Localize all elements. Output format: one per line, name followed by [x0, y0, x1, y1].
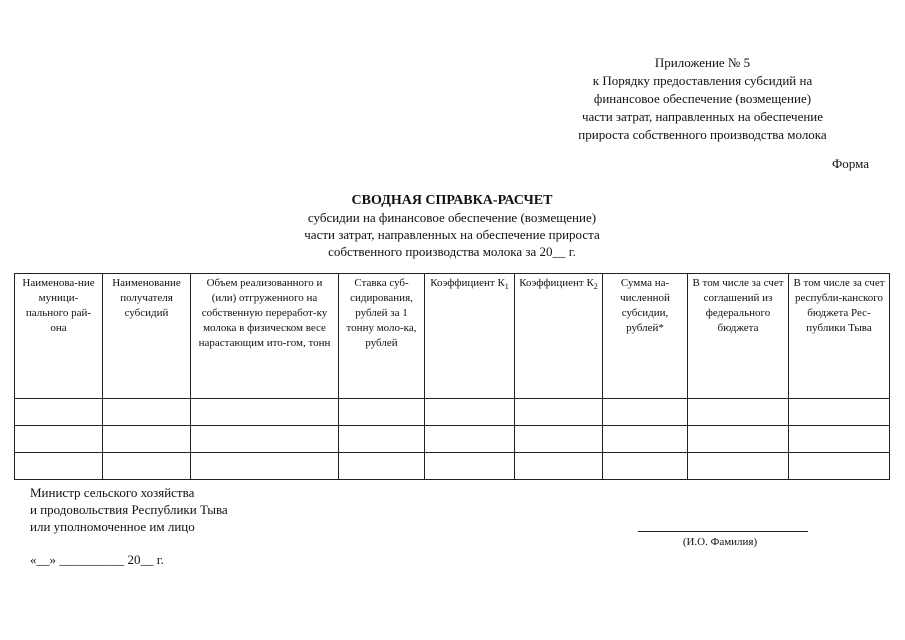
signer-line: Министр сельского хозяйства	[30, 485, 195, 500]
main-title: СВОДНАЯ СПРАВКА-РАСЧЕТ	[351, 193, 553, 208]
table-cell[interactable]	[789, 453, 890, 480]
header-recipient-name: Наименование получателя субсидий	[103, 274, 191, 399]
table-row	[15, 426, 890, 453]
header-coefficient-k1	[425, 274, 515, 399]
table-cell[interactable]	[425, 399, 515, 426]
table-cell[interactable]	[15, 399, 103, 426]
coefficient-k2-subscript: 2	[593, 282, 598, 292]
table-cell[interactable]	[515, 426, 603, 453]
table-cell[interactable]	[103, 453, 191, 480]
table-cell[interactable]	[191, 453, 339, 480]
appendix-line: финансовое обеспечение (возмещение)	[593, 91, 812, 106]
table-cell[interactable]	[191, 399, 339, 426]
table-cell[interactable]	[688, 399, 789, 426]
signature-line[interactable]	[638, 531, 808, 532]
coefficient-k1-subscript: 1	[504, 282, 509, 292]
header-milk-volume: Объем реализованного и (или) отгруженного на собственную переработ-ку молока в физическом весе нарастающим ито-гом, тонн	[191, 274, 339, 399]
date-field[interactable]: «__» __________ 20__ г.	[30, 552, 164, 567]
table-cell[interactable]	[103, 426, 191, 453]
appendix-line: к Порядку предоставления субсидий на	[592, 73, 813, 88]
signer-block	[30, 484, 228, 535]
title-line: субсидии на финансовое обеспечение (возмещение)	[307, 210, 597, 225]
header-subsidy-rate: Ставка суб-сидирования, рублей за 1 тонну моло-ка, рублей	[339, 274, 425, 399]
table-cell[interactable]	[15, 426, 103, 453]
calculation-table	[14, 273, 890, 480]
table-cell[interactable]	[515, 399, 603, 426]
table-cell[interactable]	[789, 426, 890, 453]
table-cell[interactable]	[339, 426, 425, 453]
table-cell[interactable]	[688, 453, 789, 480]
header-municipal-district: Наименова-ние муници-пального рай-она	[15, 274, 103, 399]
table-cell[interactable]	[15, 453, 103, 480]
table-cell[interactable]	[603, 399, 688, 426]
title-line: собственного производства молока за 20__ г.	[328, 244, 576, 259]
appendix-line: Приложение № 5	[654, 55, 751, 70]
header-coefficient-k2	[515, 274, 603, 399]
header-subsidy-amount: Сумма на-численной субсидии, рублей*	[603, 274, 688, 399]
table-cell[interactable]	[603, 453, 688, 480]
table-cell[interactable]	[339, 399, 425, 426]
table-header-row	[15, 274, 890, 399]
appendix-line: прироста собственного производства молока	[578, 127, 827, 142]
document-title	[232, 192, 672, 260]
table-cell[interactable]	[688, 426, 789, 453]
coefficient-k2-label: Коэффициент К	[519, 277, 594, 289]
header-republic-budget: В том числе за счет республи-канского бюджета Рес-публики Тыва	[789, 274, 890, 399]
header-federal-budget: В том числе за счет соглашений из федерального бюджета	[688, 274, 789, 399]
table-cell[interactable]	[191, 426, 339, 453]
table-cell[interactable]	[603, 426, 688, 453]
signature-caption: (И.О. Фамилия)	[682, 536, 758, 548]
coefficient-k1-label: Коэффициент К	[430, 277, 505, 289]
table-cell[interactable]	[425, 453, 515, 480]
table-cell[interactable]	[789, 399, 890, 426]
table-cell[interactable]	[425, 426, 515, 453]
appendix-line: части затрат, направленных на обеспечение	[581, 109, 824, 124]
table-cell[interactable]	[103, 399, 191, 426]
signer-line: или уполномоченное им лицо	[30, 519, 195, 534]
table-row	[15, 453, 890, 480]
table-cell[interactable]	[515, 453, 603, 480]
title-line: части затрат, направленных на обеспечение прироста	[304, 227, 600, 242]
form-label: Форма	[832, 156, 869, 171]
table-row	[15, 399, 890, 426]
signer-line: и продовольствия Республики Тыва	[30, 502, 228, 517]
appendix-header	[480, 54, 905, 144]
table-cell[interactable]	[339, 453, 425, 480]
